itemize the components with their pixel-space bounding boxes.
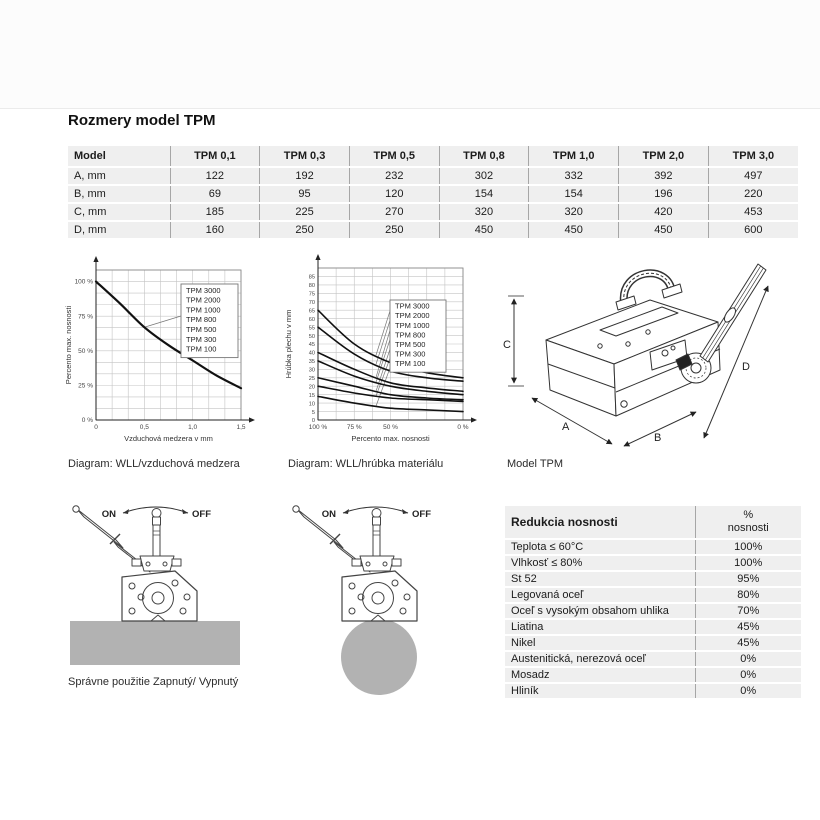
magnet-illustration	[293, 506, 417, 621]
arrow-right	[182, 509, 188, 514]
legend-entry: TPM 500	[395, 340, 426, 349]
switch-rod	[152, 509, 161, 557]
usage-illustration-flat	[62, 500, 252, 672]
reduction-row-value: 80%	[695, 587, 801, 603]
dims-cell: 302	[439, 167, 529, 185]
arrow-right	[402, 509, 408, 514]
dims-cell: 420	[619, 203, 709, 221]
table-row	[68, 221, 798, 239]
table-row	[505, 635, 801, 651]
dims-cell: 160	[170, 221, 260, 239]
reduction-row-value: 100%	[695, 555, 801, 571]
dimensions-table-header	[68, 146, 798, 167]
legend-entry: TPM 3000	[186, 285, 221, 295]
svg-text:65: 65	[308, 308, 315, 315]
reduction-row-label: Mosadz	[505, 667, 695, 683]
svg-text:0 %: 0 %	[457, 424, 469, 431]
legend-entry: TPM 800	[186, 315, 217, 325]
chart-wll-airgap	[64, 258, 276, 458]
table-row	[505, 667, 801, 683]
reduction-row-label: Teplota ≤ 60°C	[505, 539, 695, 555]
svg-text:50 %: 50 %	[78, 347, 93, 355]
svg-text:75 %: 75 %	[78, 313, 93, 321]
dims-cell: 225	[260, 203, 350, 221]
legend-entry: TPM 3000	[395, 301, 430, 311]
svg-text:55: 55	[308, 325, 315, 332]
arrow-left	[123, 509, 129, 514]
reduction-row-label: St 52	[505, 571, 695, 587]
table-row	[505, 587, 801, 603]
legend-pointer-lines	[144, 316, 181, 327]
svg-text:15: 15	[308, 392, 315, 399]
dims-col-header: TPM 3,0	[708, 146, 798, 167]
reduction-row-value: 100%	[695, 539, 801, 555]
dims-cell: 122	[170, 167, 260, 185]
reduction-row-value: 45%	[695, 619, 801, 635]
top-bracket	[132, 556, 181, 571]
dims-row-label: B, mm	[68, 185, 170, 203]
dims-col-header: TPM 1,0	[529, 146, 619, 167]
dims-cell: 69	[170, 185, 260, 203]
usage-caption: Správne použitie Zapnutý/ Vypnutý	[68, 676, 239, 688]
table-row	[505, 683, 801, 699]
dims-cell: 332	[529, 167, 619, 185]
table-row	[68, 185, 798, 203]
svg-text:30: 30	[308, 367, 315, 374]
dims-cell: 220	[708, 185, 798, 203]
legend-entry: TPM 1000	[186, 305, 221, 315]
dimensions-table	[68, 146, 798, 240]
top-bracket	[352, 556, 401, 571]
legend-entry: TPM 2000	[186, 295, 221, 305]
svg-text:0: 0	[94, 424, 98, 431]
table-row	[505, 539, 801, 555]
dims-cell: 154	[529, 185, 619, 203]
svg-text:50 %: 50 %	[383, 424, 398, 431]
svg-text:80: 80	[308, 283, 315, 290]
steel-plate	[70, 621, 240, 665]
svg-text:0: 0	[311, 418, 315, 425]
page-top-margin	[0, 0, 820, 109]
dims-cell: 250	[260, 221, 350, 239]
magnet-body	[122, 571, 197, 621]
on-label: ON	[101, 509, 116, 520]
legend-entry: TPM 1000	[395, 320, 430, 330]
magnet-body	[342, 571, 417, 621]
on-label: ON	[321, 509, 336, 520]
chart-caption-thickness: Diagram: WLL/hrúbka materiálu	[288, 458, 444, 470]
reduction-row-label: Vlhkosť ≤ 80%	[505, 555, 695, 571]
dims-cell: 250	[349, 221, 439, 239]
reduction-row-label: Austenitická, nerezová oceľ	[505, 651, 695, 667]
svg-text:75: 75	[308, 291, 315, 298]
round-bar	[341, 619, 417, 695]
dims-cell: 392	[619, 167, 709, 185]
y-axis-label: Percento max. nosnosti	[64, 305, 73, 385]
reduction-row-label: Hliník	[505, 683, 695, 699]
dims-cell: 95	[260, 185, 350, 203]
legend-entry: TPM 300	[186, 334, 217, 344]
reduction-table	[505, 506, 801, 700]
svg-text:35: 35	[308, 359, 315, 366]
y-axis-label: Hrúbka plechu v mm	[284, 309, 293, 379]
off-label: OFF	[412, 509, 431, 520]
reduction-row-label: Liatina	[505, 619, 695, 635]
reduction-row-value: 95%	[695, 571, 801, 587]
dims-cell: 320	[439, 203, 529, 221]
legend-entry: TPM 2000	[395, 311, 430, 321]
drawing-caption: Model TPM	[507, 458, 564, 470]
dims-cell: 120	[349, 185, 439, 203]
reduction-table-header	[505, 506, 801, 539]
chart-legend	[181, 284, 238, 358]
dim-label-d: D	[742, 361, 750, 373]
svg-text:25: 25	[308, 375, 315, 382]
dims-cell: 497	[708, 167, 798, 185]
svg-text:10: 10	[308, 401, 315, 408]
reduction-row-label: Legovaná oceľ	[505, 587, 695, 603]
page-title: Rozmery model TPM	[68, 112, 216, 129]
legend-entry: TPM 100	[186, 344, 217, 354]
dims-cell: 270	[349, 203, 439, 221]
dims-cell: 450	[439, 221, 529, 239]
dim-label-b: B	[654, 432, 662, 444]
dims-row-label: C, mm	[68, 203, 170, 221]
svg-text:1,5: 1,5	[236, 424, 246, 431]
svg-text:1,0: 1,0	[188, 424, 198, 431]
svg-text:25 %: 25 %	[78, 382, 93, 390]
table-row	[505, 555, 801, 571]
svg-text:40: 40	[308, 350, 315, 357]
svg-text:0 %: 0 %	[81, 417, 93, 425]
dims-col-header: TPM 2,0	[619, 146, 709, 167]
dims-col-header: Model	[68, 146, 170, 167]
reduction-row-value: 70%	[695, 603, 801, 619]
dims-cell: 453	[708, 203, 798, 221]
reduction-row-value: 0%	[695, 667, 801, 683]
reduction-row-label: Nikel	[505, 635, 695, 651]
svg-text:5: 5	[311, 409, 315, 416]
dims-cell: 450	[619, 221, 709, 239]
table-row	[68, 167, 798, 185]
reduction-row-value: 45%	[695, 635, 801, 651]
dims-col-header: TPM 0,8	[439, 146, 529, 167]
svg-text:45: 45	[308, 342, 315, 349]
dims-cell: 600	[708, 221, 798, 239]
svg-text:50: 50	[308, 333, 315, 340]
arrow-left	[343, 509, 349, 514]
magnet-illustration	[73, 506, 197, 621]
legend-entry: TPM 800	[395, 330, 426, 340]
svg-text:75 %: 75 %	[346, 424, 362, 431]
svg-text:100 %: 100 %	[74, 278, 93, 286]
table-row	[505, 603, 801, 619]
dims-cell: 196	[619, 185, 709, 203]
svg-text:100 %: 100 %	[308, 424, 328, 431]
table-row	[68, 203, 798, 221]
model-tpm-drawing	[500, 252, 780, 452]
table-row	[505, 571, 801, 587]
dims-cell: 320	[529, 203, 619, 221]
reduction-title: Redukcia nosnosti	[505, 506, 695, 539]
table-row	[505, 651, 801, 667]
dims-row-label: A, mm	[68, 167, 170, 185]
reduction-row-value: 0%	[695, 683, 801, 699]
legend-entry: TPM 100	[395, 359, 426, 369]
switch-rod	[372, 509, 381, 557]
dims-col-header: TPM 0,3	[260, 146, 350, 167]
svg-text:0,5: 0,5	[139, 424, 149, 431]
legend-entry: TPM 300	[395, 349, 426, 359]
x-axis-label: Vzduchová medzera v mm	[124, 434, 213, 443]
reduction-row-label: Oceľ s vysokým obsahom uhlika	[505, 603, 695, 619]
svg-text:70: 70	[308, 299, 315, 306]
dims-cell: 185	[170, 203, 260, 221]
off-label: OFF	[192, 509, 211, 520]
dims-col-header: TPM 0,5	[349, 146, 439, 167]
dims-row-label: D, mm	[68, 221, 170, 239]
dims-cell: 232	[349, 167, 439, 185]
chart-wll-thickness	[284, 258, 496, 458]
usage-illustration-round	[282, 500, 472, 672]
chart-legend	[390, 300, 446, 372]
dims-col-header: TPM 0,1	[170, 146, 260, 167]
x-axis-label: Percento max. nosnosti	[351, 434, 430, 443]
dims-cell: 154	[439, 185, 529, 203]
table-row	[505, 619, 801, 635]
reduction-row-value: 0%	[695, 651, 801, 667]
legend-entry: TPM 500	[186, 325, 217, 334]
dims-cell: 450	[529, 221, 619, 239]
reduction-value-header: % nosnosti	[695, 506, 801, 539]
svg-text:60: 60	[308, 316, 315, 323]
svg-text:20: 20	[308, 384, 315, 391]
dim-label-a: A	[562, 421, 570, 433]
dim-label-c: C	[503, 339, 511, 351]
chart-caption-airgap: Diagram: WLL/vzduchová medzera	[68, 458, 240, 470]
svg-text:85: 85	[308, 274, 315, 281]
dims-cell: 192	[260, 167, 350, 185]
